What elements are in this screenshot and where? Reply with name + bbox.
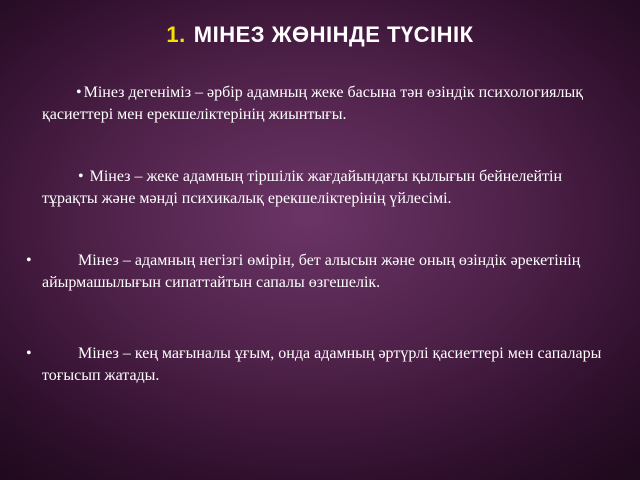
bullet-item-1 <box>42 82 602 126</box>
title-text: МІНЕЗ ЖӨНІНДЕ ТҮСІНІК <box>193 22 474 47</box>
bullet-item-3 <box>42 250 612 294</box>
bullet-text: Мінез – жеке адамның тіршілік жағдайындағы қылығын бейнелейтін тұрақты және мәнді психикалық ерекшеліктерінің үйлесімі. <box>42 168 563 207</box>
bullet-item-4 <box>42 343 612 387</box>
bullet-text: Мінез – кең мағыналы ұғым, онда адамның әртүрлі қасиеттері мен сапалары тоғысып жатады. <box>42 345 602 384</box>
bullet-marker: • <box>26 252 32 269</box>
title-number: 1. <box>166 22 186 47</box>
slide-title <box>0 22 640 48</box>
bullet-marker: • <box>26 345 32 362</box>
bullet-item-2 <box>42 166 612 210</box>
bullet-marker: • <box>76 84 82 101</box>
bullet-marker: • <box>78 168 84 185</box>
bullet-text: Мінез – адамның негізгі өмірін, бет алысын және оның өзіндік әрекетінің айырмашылығын сипаттайтын сапалы өзгешелік. <box>42 252 581 291</box>
bullet-text: Мінез дегеніміз – әрбір адамның жеке басына тән өзіндік психологиялық қасиеттері мен ерекшеліктерінің жиынтығы. <box>42 84 583 123</box>
